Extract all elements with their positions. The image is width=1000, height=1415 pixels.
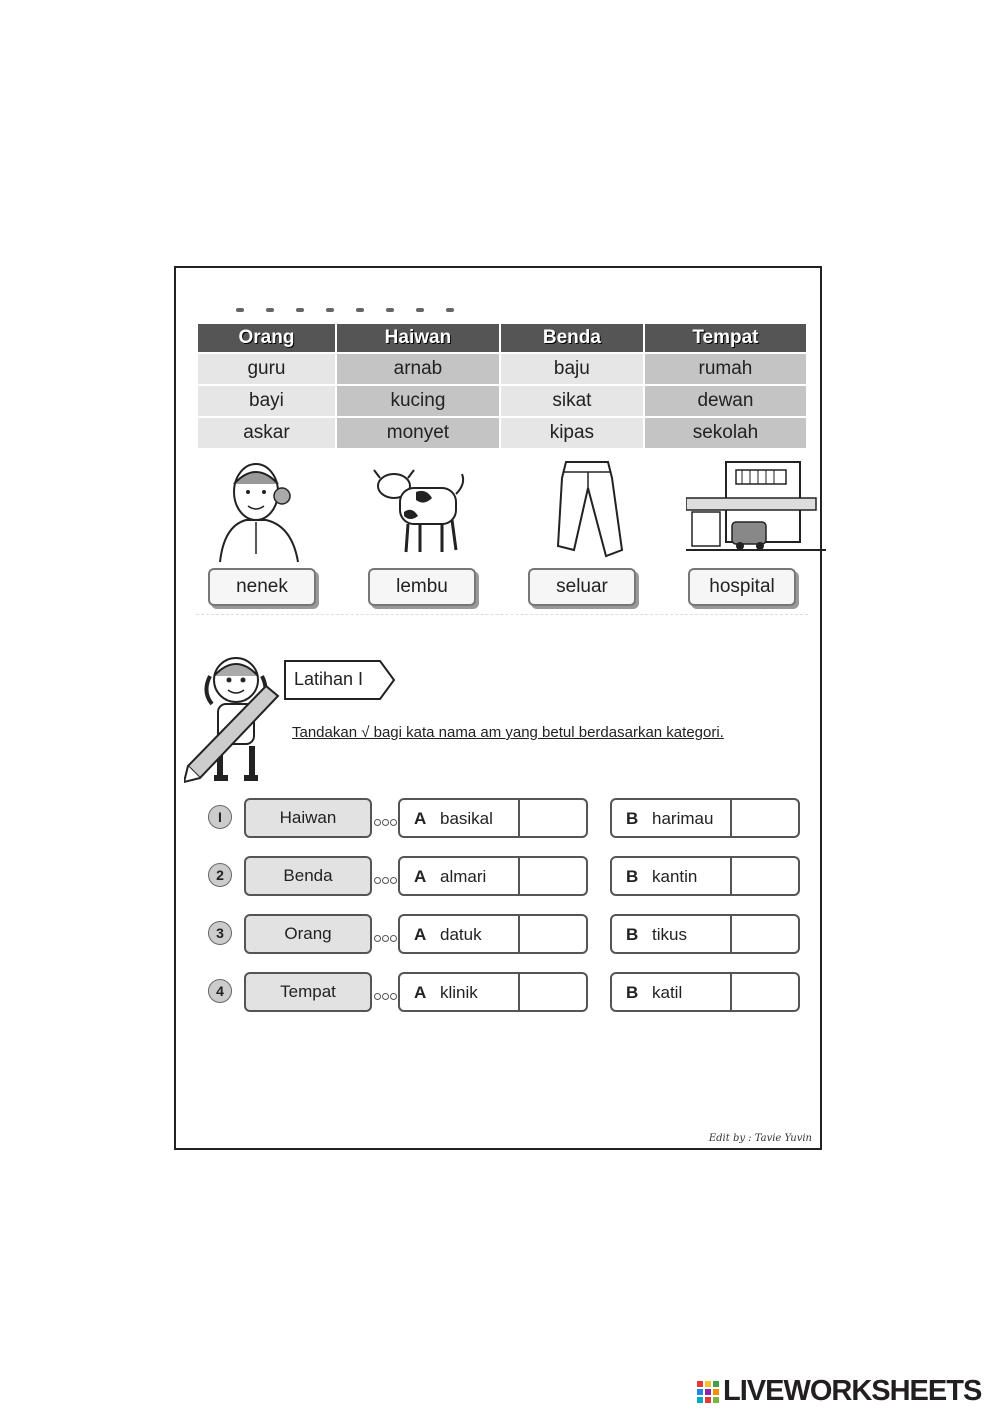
option-word: harimau (652, 809, 714, 828)
girl-with-pencil-icon (184, 646, 284, 790)
table-row (198, 418, 806, 448)
table-row (198, 386, 806, 416)
cow-icon (366, 454, 476, 564)
connector-dots (374, 813, 398, 831)
worksheet-page (174, 266, 822, 1150)
tick-box-a[interactable] (518, 916, 586, 952)
tick-box-b[interactable] (730, 858, 798, 894)
logo-grid-icon (697, 1381, 719, 1403)
question-category: Benda (244, 856, 372, 896)
table-cell: monyet (337, 418, 499, 448)
label-lembu: lembu (368, 568, 476, 606)
exercise-instruction: Tandakan √ bagi kata nama am yang betul berdasarkan kategori. (292, 724, 724, 741)
noun-category-table (196, 322, 808, 450)
picture-hospital (676, 454, 826, 614)
option-word: basikal (440, 809, 493, 828)
option-letter: A (414, 809, 427, 828)
connector-dots (374, 987, 398, 1005)
table-cell: kipas (501, 418, 643, 448)
option-a (398, 856, 588, 896)
tick-box-a[interactable] (518, 800, 586, 836)
table-cell: arnab (337, 354, 499, 384)
connector-dots (374, 929, 398, 947)
logo-text: LIVEWORKSHEETS (723, 1375, 982, 1407)
hospital-icon (686, 454, 826, 564)
option-word: tikus (652, 925, 687, 944)
option-word: katil (652, 983, 683, 1002)
option-a (398, 914, 588, 954)
picture-nenek (196, 454, 346, 614)
table-cell: sekolah (645, 418, 806, 448)
question-category: Orang (244, 914, 372, 954)
option-b (610, 972, 800, 1012)
table-cell: baju (501, 354, 643, 384)
option-b (610, 856, 800, 896)
option-word: klinik (440, 983, 478, 1002)
table-cell: askar (198, 418, 335, 448)
header-tempat: Tempat (645, 324, 806, 352)
option-letter: B (626, 925, 639, 944)
option-letter: B (626, 867, 639, 886)
question-category: Tempat (244, 972, 372, 1012)
label-nenek: nenek (208, 568, 316, 606)
label-hospital: hospital (688, 568, 796, 606)
option-a (398, 798, 588, 838)
table-cell: bayi (198, 386, 335, 416)
header-benda: Benda (501, 324, 643, 352)
question-number: 4 (208, 979, 232, 1003)
table-cell: rumah (645, 354, 806, 384)
option-a (398, 972, 588, 1012)
question-number: 2 (208, 863, 232, 887)
exercise-title: Latihan I (294, 669, 364, 689)
option-letter: B (626, 983, 639, 1002)
option-letter: A (414, 925, 427, 944)
section-divider (196, 614, 808, 615)
question-category: Haiwan (244, 798, 372, 838)
picture-lembu (356, 454, 506, 614)
picture-examples (196, 454, 808, 614)
connector-dots (374, 871, 398, 889)
option-letter: A (414, 983, 427, 1002)
option-letter: A (414, 867, 427, 886)
option-word: kantin (652, 867, 698, 886)
table-cell: guru (198, 354, 335, 384)
tick-box-b[interactable] (730, 800, 798, 836)
tick-box-a[interactable] (518, 858, 586, 894)
option-b (610, 798, 800, 838)
grandmother-icon (206, 454, 316, 564)
table-row (198, 354, 806, 384)
question-2 (206, 856, 806, 896)
table-cell: kucing (337, 386, 499, 416)
question-4 (206, 972, 806, 1012)
question-3 (206, 914, 806, 954)
table-cell: sikat (501, 386, 643, 416)
question-number: I (208, 805, 232, 829)
header-haiwan: Haiwan (337, 324, 499, 352)
tick-box-b[interactable] (730, 974, 798, 1010)
trousers-icon (526, 454, 636, 564)
header-orang: Orang (198, 324, 335, 352)
cropped-title (236, 298, 526, 312)
question-1 (206, 798, 806, 838)
picture-seluar (516, 454, 666, 614)
signature: Edit by : Tavie Yuvin (708, 1133, 812, 1144)
option-word: almari (440, 867, 487, 886)
question-number: 3 (208, 921, 232, 945)
tick-box-a[interactable] (518, 974, 586, 1010)
exercise-title-tag (284, 660, 386, 700)
label-seluar: seluar (528, 568, 636, 606)
table-cell: dewan (645, 386, 806, 416)
tick-box-b[interactable] (730, 916, 798, 952)
option-letter: B (626, 809, 639, 828)
option-word: datuk (440, 925, 482, 944)
option-b (610, 914, 800, 954)
